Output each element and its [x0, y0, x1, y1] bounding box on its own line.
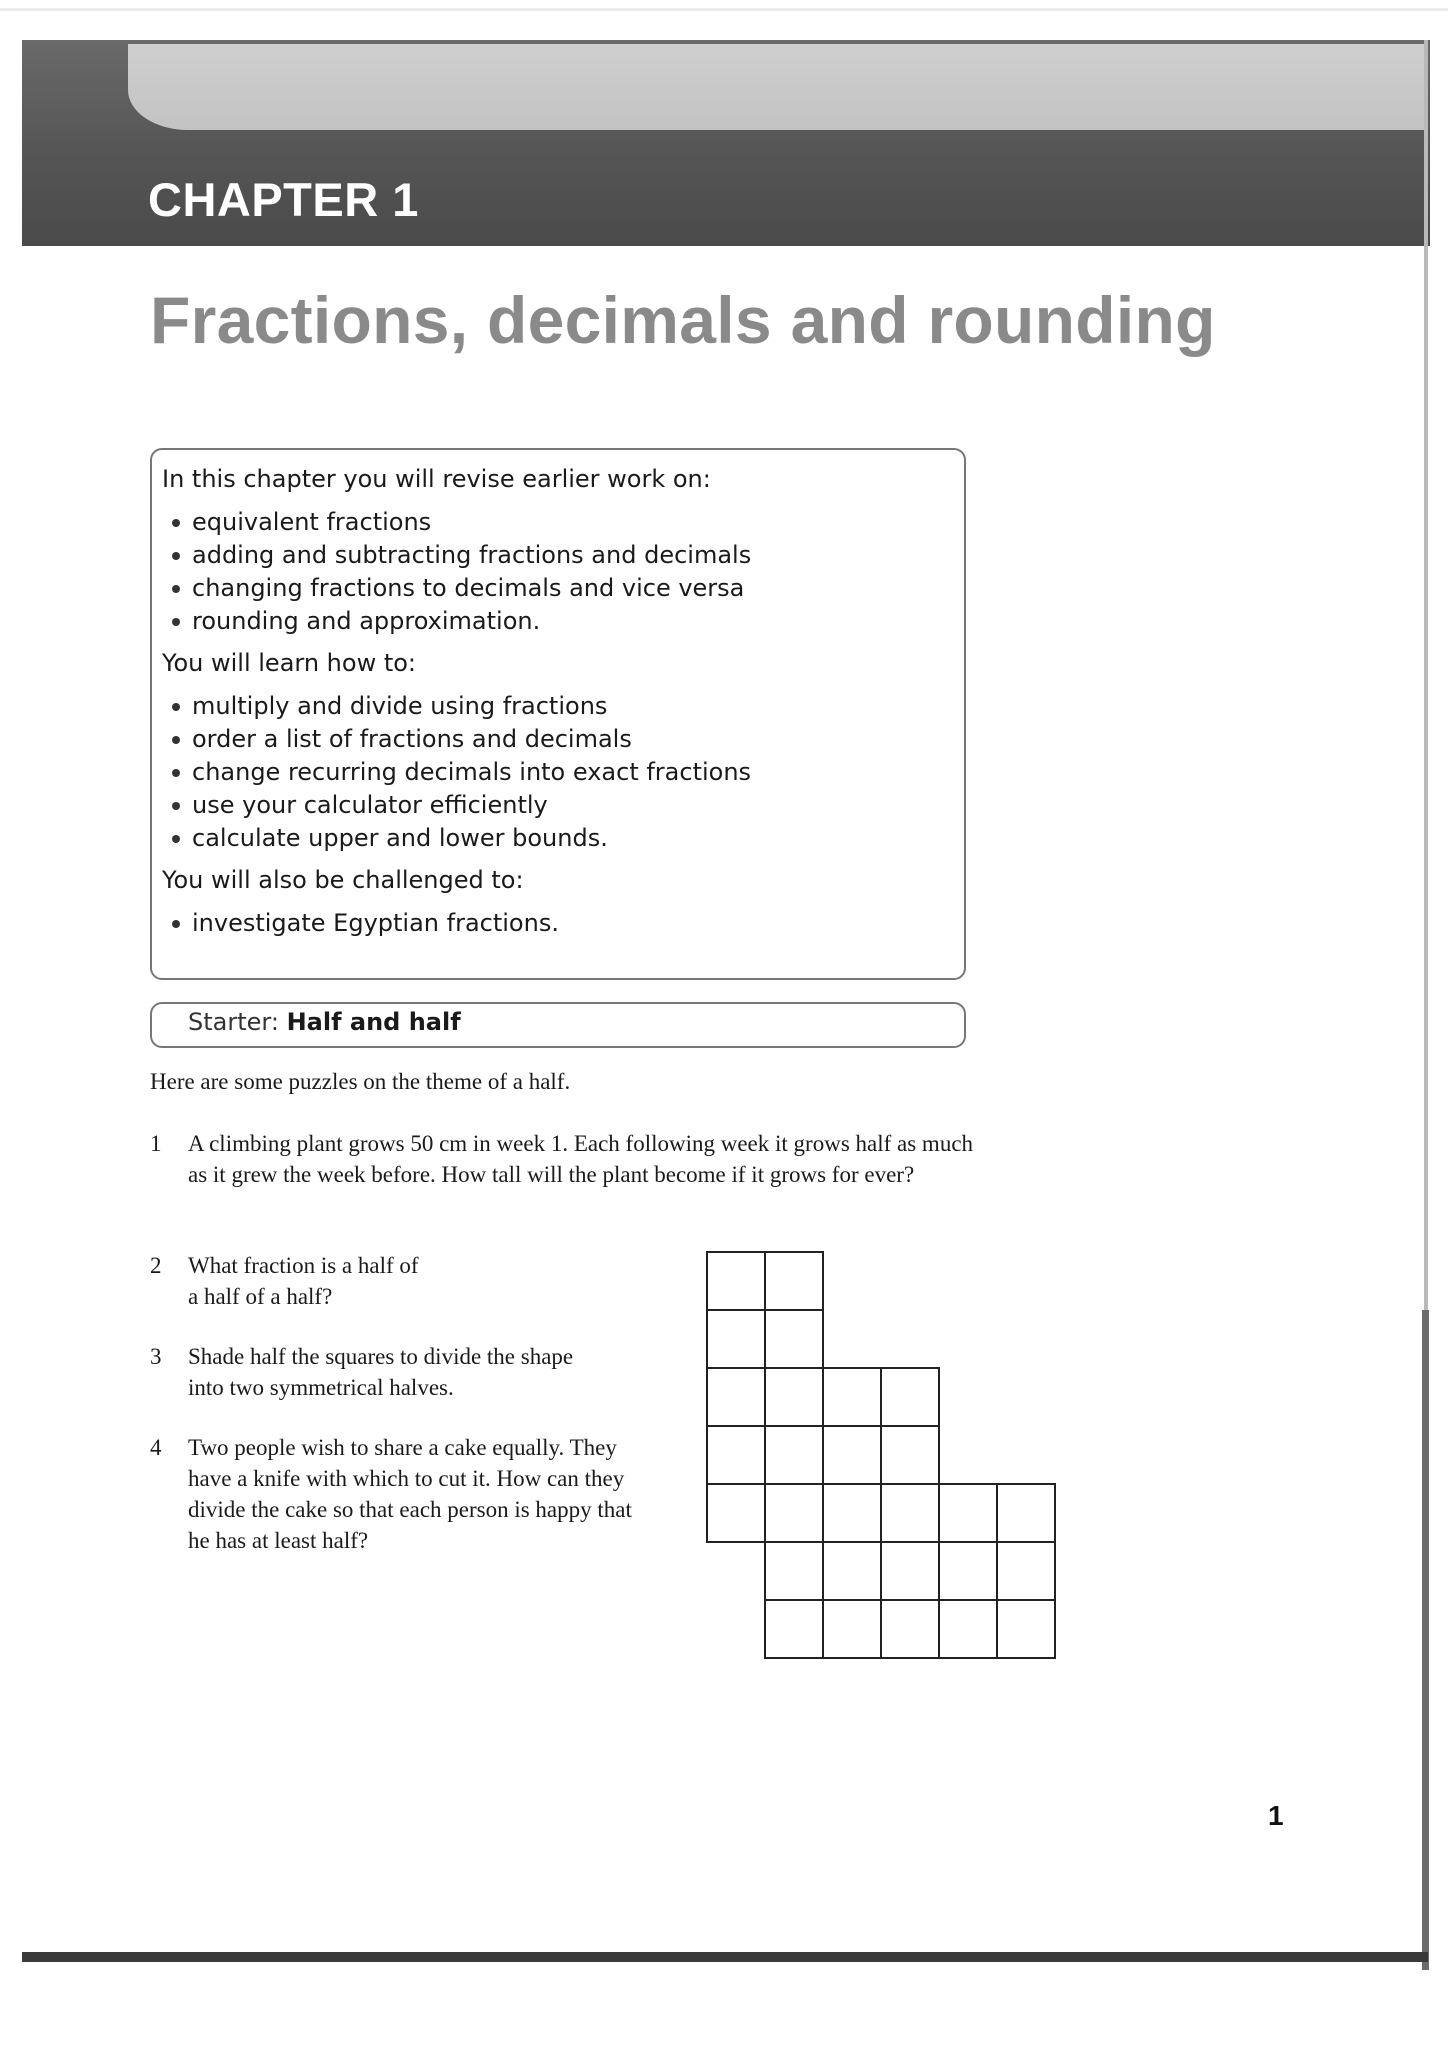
page-top-edge: [0, 8, 1448, 11]
grid-square[interactable]: [707, 1484, 765, 1542]
question-number: 1: [150, 1131, 162, 1156]
question-1: [150, 1128, 980, 1190]
objectives-box: [150, 448, 966, 980]
list-item: investigate Egyptian fractions.: [172, 907, 948, 940]
grid-square[interactable]: [881, 1484, 939, 1542]
question-text: Two people wish to share a cake equally. They have a knife with which to cut it. How can they divide the cake so that each person is happy that he has at least half?: [188, 1435, 632, 1553]
list-item: change recurring decimals into exact fractions: [172, 756, 948, 789]
list-item: calculate upper and lower bounds.: [172, 822, 948, 855]
question-2: [150, 1250, 610, 1312]
grid-square[interactable]: [765, 1600, 823, 1658]
bullet-icon: [172, 585, 180, 593]
grid-square[interactable]: [765, 1368, 823, 1426]
starter-name: Half and half: [286, 1008, 461, 1036]
bullet-icon: [172, 769, 180, 777]
grid-square[interactable]: [765, 1426, 823, 1484]
chapter-title: Fractions, decimals and rounding: [150, 283, 1216, 357]
list-item: order a list of fractions and decimals: [172, 723, 948, 756]
bullet-icon: [172, 736, 180, 744]
bullet-icon: [172, 835, 180, 843]
intro-text: Here are some puzzles on the theme of a half.: [150, 1069, 571, 1094]
grid-square[interactable]: [939, 1484, 997, 1542]
question-3: [150, 1341, 610, 1403]
bullet-icon: [172, 703, 180, 711]
revise-list: [162, 506, 948, 638]
revise-heading: In this chapter you will revise earlier work on:: [162, 465, 711, 493]
grid-square[interactable]: [823, 1600, 881, 1658]
list-item: rounding and approximation.: [172, 605, 948, 638]
grid-square[interactable]: [881, 1542, 939, 1600]
question-number: 3: [150, 1344, 162, 1369]
list-item: changing fractions to decimals and vice versa: [172, 572, 948, 605]
squares-grid-diagram: [705, 1250, 1065, 1670]
learn-list: [162, 690, 948, 855]
grid-square[interactable]: [997, 1600, 1055, 1658]
page-right-edge-shadow: [1422, 1310, 1429, 1970]
question-4: [150, 1432, 670, 1556]
starter-label: Starter:: [188, 1008, 279, 1036]
question-text: What fraction is a half of a half of a half?: [188, 1253, 419, 1309]
grid-square[interactable]: [823, 1426, 881, 1484]
grid-square[interactable]: [997, 1542, 1055, 1600]
question-text: A climbing plant grows 50 cm in week 1. Each following week it grows half as much as it grew the week before. How tall will the plant become if it grows for ever?: [188, 1131, 974, 1187]
bullet-icon: [172, 552, 180, 560]
grid-square[interactable]: [765, 1484, 823, 1542]
grid-square[interactable]: [707, 1368, 765, 1426]
grid-square[interactable]: [881, 1368, 939, 1426]
grid-square[interactable]: [765, 1252, 823, 1310]
challenge-list: [162, 907, 948, 940]
list-item: multiply and divide using fractions: [172, 690, 948, 723]
question-number: 2: [150, 1253, 162, 1278]
question-text: Shade half the squares to divide the shape into two symmetrical halves.: [188, 1344, 574, 1400]
challenge-heading: You will also be challenged to:: [162, 866, 524, 894]
grid-square[interactable]: [707, 1426, 765, 1484]
grid-square[interactable]: [707, 1310, 765, 1368]
bullet-icon: [172, 519, 180, 527]
question-number: 4: [150, 1435, 162, 1460]
list-item: equivalent fractions: [172, 506, 948, 539]
bullet-icon: [172, 920, 180, 928]
page-number: 1: [1268, 1800, 1284, 1831]
grid-square[interactable]: [823, 1484, 881, 1542]
list-item: use your calculator efficiently: [172, 789, 948, 822]
grid-square[interactable]: [881, 1600, 939, 1658]
grid-square[interactable]: [881, 1426, 939, 1484]
grid-square[interactable]: [939, 1542, 997, 1600]
chapter-banner-tab: [128, 44, 1424, 130]
grid-square[interactable]: [939, 1600, 997, 1658]
bullet-icon: [172, 618, 180, 626]
grid-square[interactable]: [823, 1368, 881, 1426]
grid-square[interactable]: [997, 1484, 1055, 1542]
grid-square[interactable]: [707, 1252, 765, 1310]
bottom-rule: [22, 1952, 1428, 1962]
learn-heading: You will learn how to:: [162, 649, 417, 677]
grid-square[interactable]: [765, 1542, 823, 1600]
grid-square[interactable]: [765, 1310, 823, 1368]
bullet-icon: [172, 802, 180, 810]
grid-square[interactable]: [823, 1542, 881, 1600]
list-item: adding and subtracting fractions and decimals: [172, 539, 948, 572]
starter-box: [150, 1002, 966, 1048]
chapter-label: CHAPTER 1: [148, 173, 419, 226]
